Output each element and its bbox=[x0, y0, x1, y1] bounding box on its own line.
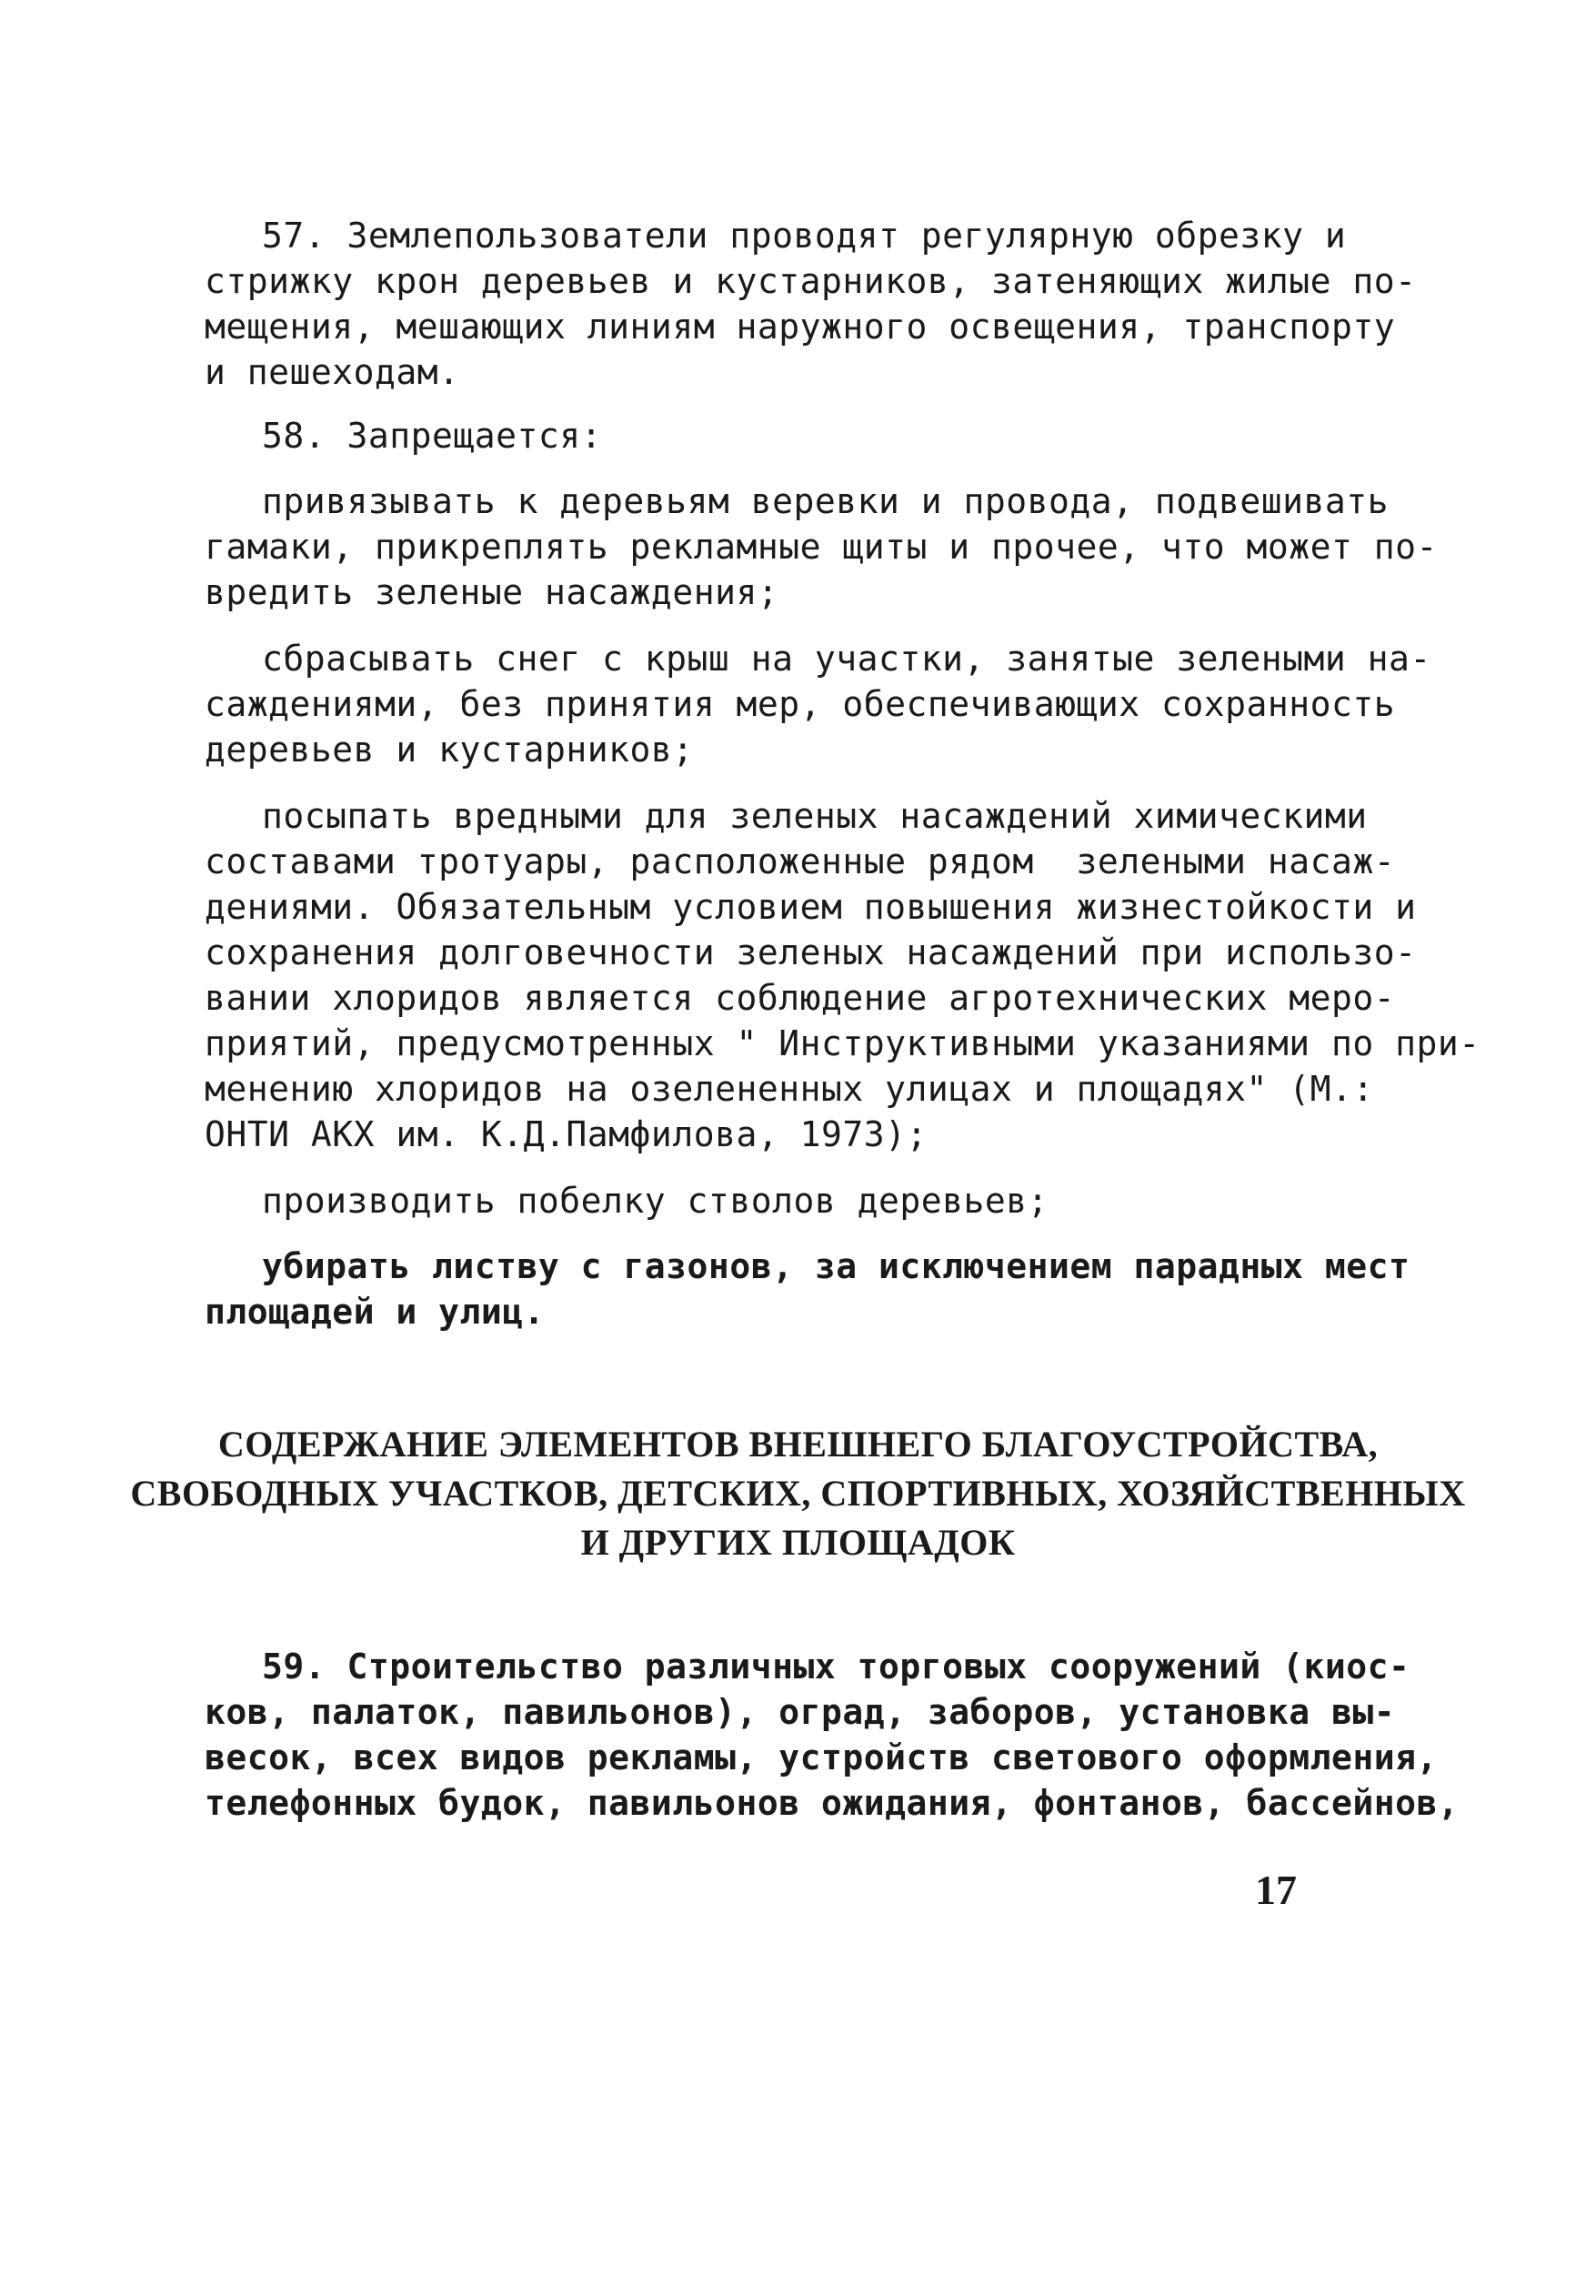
p58b-line-3: деревьев и кустарников; bbox=[205, 730, 694, 770]
p59-line-3: весок, всех видов рекламы, устройств светового оформления, bbox=[205, 1737, 1438, 1777]
p57-line-3: мещения, мешающих линиям наружного освещения, транспорту bbox=[205, 307, 1396, 347]
p58e-line-2: площадей и улиц. bbox=[205, 1292, 546, 1332]
p57-line-2: стрижку крон деревьев и кустарников, затеняющих жилые по- bbox=[205, 261, 1417, 301]
p59-line-4: телефонных будок, павильонов ожидания, фонтанов, бассейнов, bbox=[205, 1783, 1460, 1823]
p58-title: 58. Запрещается: bbox=[262, 416, 603, 456]
p58a-line-2: гамаки, прикреплять рекламные щиты и прочее, что может по- bbox=[205, 527, 1438, 567]
p57-line-1: 57. Землепользователи проводят регулярную обрезку и bbox=[262, 216, 1347, 256]
p58c-line-8: ОНТИ АКХ им. К.Д.Памфилова, 1973); bbox=[205, 1114, 928, 1154]
p58d-line: производить побелку стволов деревьев; bbox=[262, 1181, 1049, 1221]
p58c-line-5: вании хлоридов является соблюдение агротехнических меро- bbox=[205, 978, 1396, 1018]
p58c-line-1: посыпать вредными для зеленых насаждений химическими bbox=[262, 796, 1368, 836]
p58b-line-1: сбрасывать снег с крыш на участки, занятые зелеными на- bbox=[262, 639, 1431, 679]
p58a-line-1: привязывать к деревьям веревки и провода, подвешивать bbox=[262, 481, 1390, 521]
section-heading-line-3: И ДРУГИХ ПЛОЩАДОК bbox=[580, 1522, 1016, 1563]
p58c-line-4: сохранения долговечности зеленых насаждений при использо- bbox=[205, 932, 1417, 972]
section-heading-line-2: СВОБОДНЫХ УЧАСТКОВ, ДЕТСКИХ, СПОРТИВНЫХ, ХОЗЯЙСТВЕННЫХ bbox=[130, 1473, 1466, 1514]
p58c-line-3: дениями. Обязательным условием повышения жизнестойкости и bbox=[205, 887, 1417, 927]
p57-line-4: и пешеходам. bbox=[205, 352, 460, 392]
p58c-line-2: составами тротуары, расположенные рядом зелеными насаж- bbox=[205, 841, 1396, 881]
p59-line-1: 59. Строительство различных торговых сооружений (киос- bbox=[262, 1646, 1410, 1687]
p58a-line-3: вредить зеленые насаждения; bbox=[205, 572, 779, 612]
p58b-line-2: саждениями, без принятия мер, обеспечивающих сохранность bbox=[205, 684, 1396, 724]
p59-line-2: ков, палаток, павильонов), оград, заборов, установка вы- bbox=[205, 1692, 1396, 1732]
p58e-line-1: убирать листву с газонов, за исключением парадных мест bbox=[262, 1246, 1410, 1286]
section-heading-line-1: СОДЕРЖАНИЕ ЭЛЕМЕНТОВ ВНЕШНЕГО БЛАГОУСТРОЙСТВА, bbox=[217, 1424, 1379, 1465]
p58c-line-7: менению хлоридов на озелененных улицах и площадях" (М.: bbox=[205, 1069, 1374, 1109]
page-number: 17 bbox=[1255, 1867, 1297, 1913]
p58c-line-6: приятий, предусмотренных " Инструктивными указаниями по при- bbox=[205, 1023, 1481, 1063]
